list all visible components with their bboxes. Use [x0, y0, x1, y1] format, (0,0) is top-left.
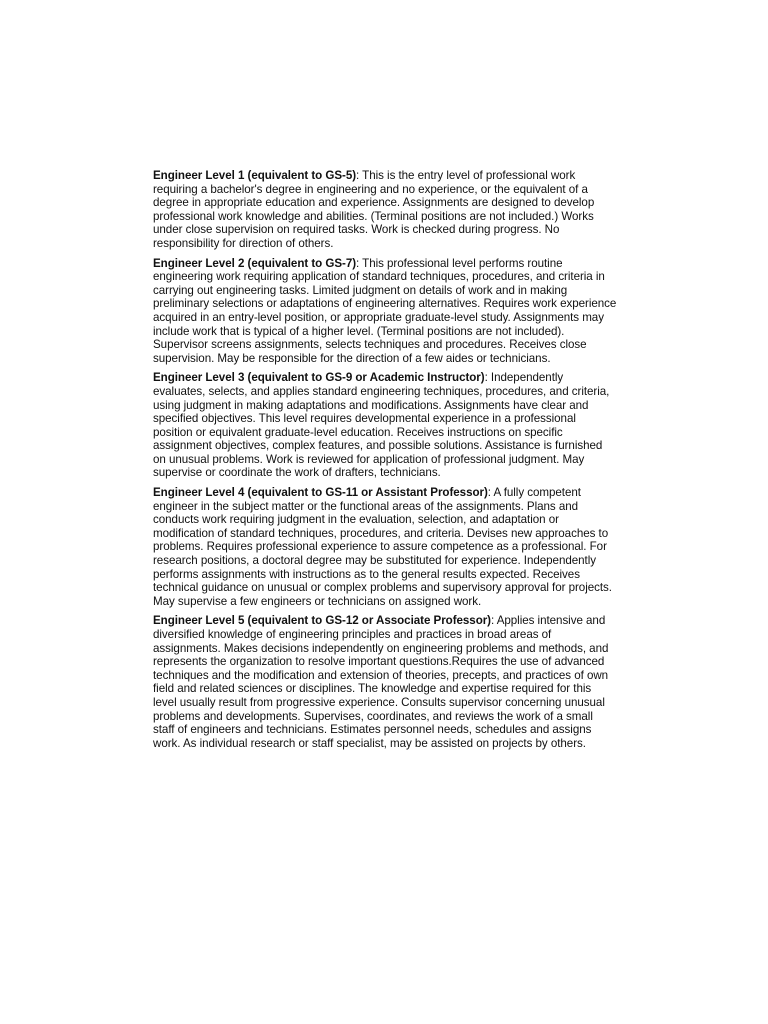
paragraph-level-2 — [153, 257, 617, 366]
paragraph-level-5 — [153, 614, 617, 750]
paragraph-text: : This professional level performs routine engineering work requiring application of standard techniques, procedures, and criteria in carrying out engineering tasks. Limited judgment on details of work and in making preliminary selections or adaptations of engineering alternatives. Requires work experience acquired in an entry-level position, or appropriate graduate-level study. Assignments may include work that is typical of a higher level. (Terminal positions are not included). Supervisor screens assignments, selects techniques and procedures. Receives close supervision. May be responsible for the direction of a few aides or technicians. — [153, 256, 617, 365]
paragraph-text: : This is the entry level of professional work requiring a bachelor's degree in engineering and no experience, or the equivalent of a degree in appropriate education and experience. Assignments are designed to develop professional work knowledge and abilities. (Terminal positions are not included.) Works under close supervision on required tasks. Work is checked during progress. No responsibility for direction of others. — [153, 169, 595, 250]
paragraph-heading: Engineer Level 5 (equivalent to GS-12 or Associate Professor) — [153, 614, 491, 628]
paragraph-level-1 — [153, 169, 617, 251]
paragraph-heading: Engineer Level 3 (equivalent to GS-9 or Academic Instructor) — [153, 371, 485, 385]
paragraph-heading: Engineer Level 1 (equivalent to GS-5) — [153, 169, 357, 182]
paragraph-heading: Engineer Level 2 (equivalent to GS-7) — [153, 256, 357, 270]
paragraph-level-3 — [153, 371, 617, 480]
document-body — [153, 169, 617, 756]
paragraph-level-4 — [153, 486, 617, 608]
paragraph-text: : Independently evaluates, selects, and applies standard engineering techniques, procedures, and criteria, using judgment in making adaptations and modifications. Assignments have clear and specified objectives. This level requires developmental experience in a professional position or equivalent graduate-level education. Receives instructions on specific assignment objectives, complex features, and possible solutions. Assistance is furnished on unusual problems. Work is reviewed for application of professional judgment. May supervise or coordinate the work of drafters, technicians. — [153, 371, 610, 480]
paragraph-text: : A fully competent engineer in the subject matter or the functional areas of the assignments. Plans and conducts work requiring judgment in the evaluation, selection, and adaptation or modification of standard techniques, procedures, and criteria. Devises new approaches to problems. Requires professional experience to assure competence as a professional. For research positions, a doctoral degree may be substituted for experience. Independently performs assignments with instructions as to the general results expected. Receives technical guidance on unusual or complex problems and supervisory approval for projects. May supervise a few engineers or technicians on assigned work. — [153, 486, 612, 608]
paragraph-text: : Applies intensive and diversified knowledge of engineering principles and practices in broad areas of assignments. Makes decisions independently on engineering problems and methods, and represents the organization to resolve important questions.Requires the use of advanced techniques and the modification and extension of theories, precepts, and practices of own field and related sciences or disciplines. The knowledge and expertise required for this level usually result from progressive experience. Consults supervisor concerning unusual problems and developments. Supervises, coordinates, and reviews the work of a small staff of engineers and technicians. Estimates personnel needs, schedules and assigns work. As individual research or staff specialist, may be assisted on projects by others. — [153, 614, 609, 750]
paragraph-heading: Engineer Level 4 (equivalent to GS-11 or Assistant Professor) — [153, 486, 488, 500]
